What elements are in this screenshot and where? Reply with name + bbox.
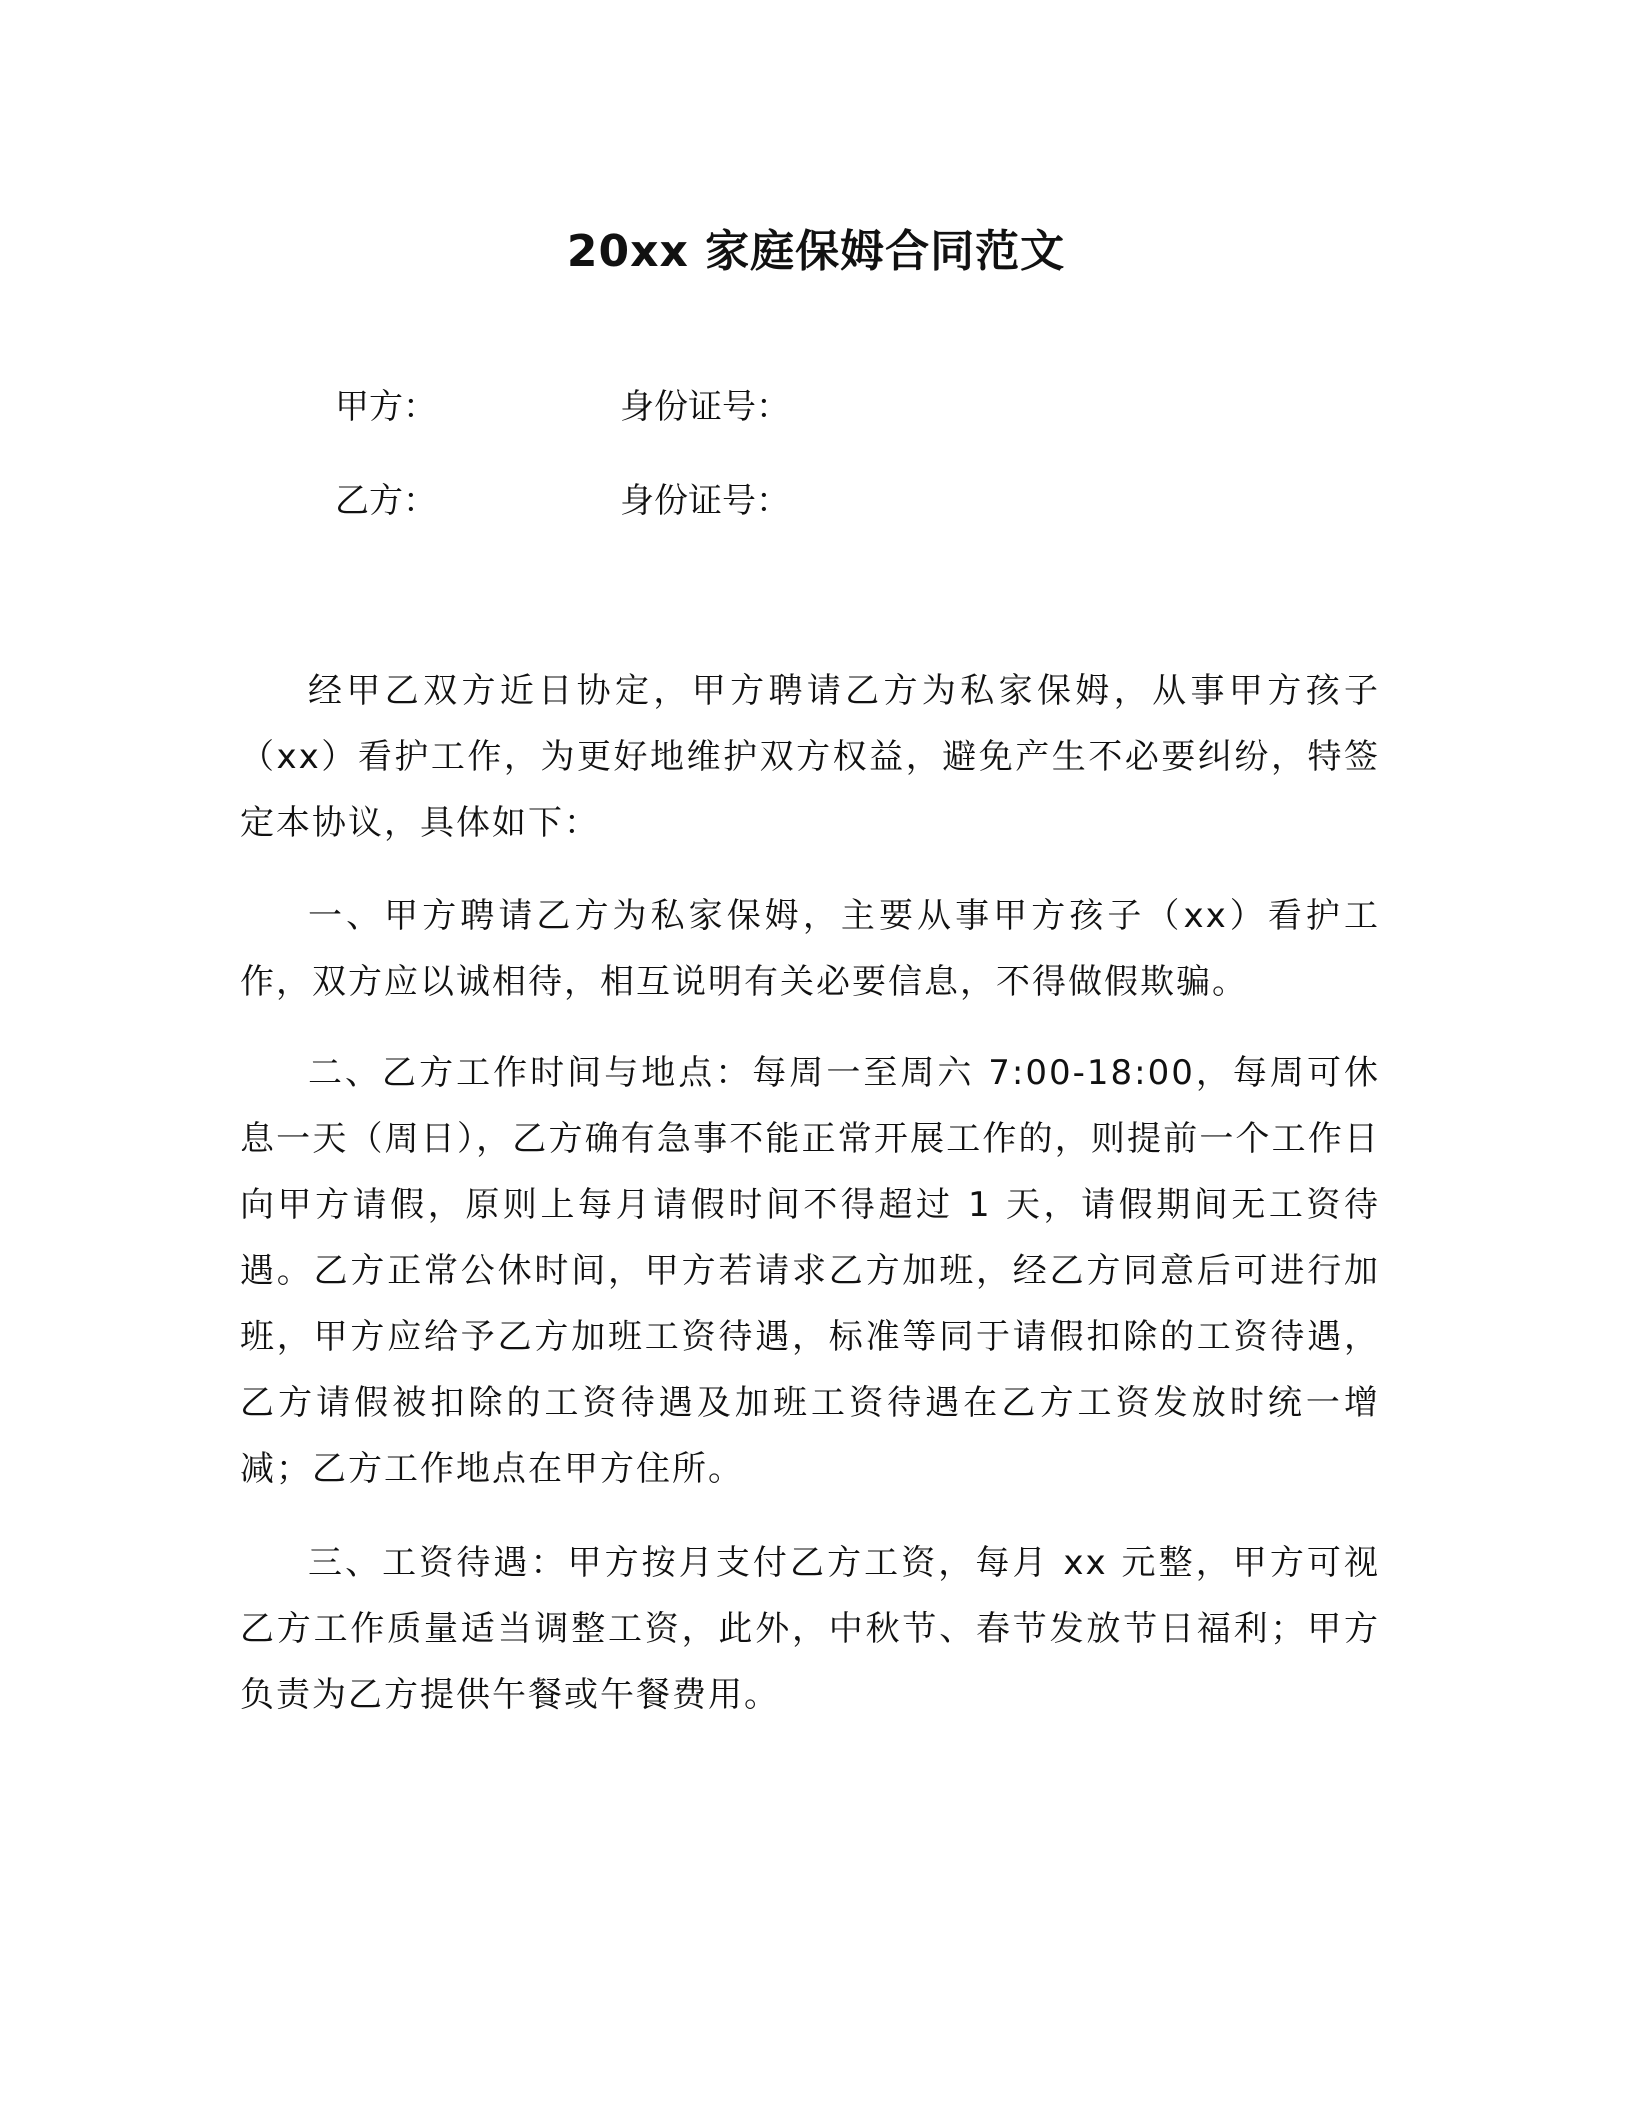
clause-1-paragraph: 一、甲方聘请乙方为私家保姆，主要从事甲方孩子（xx）看护工作，双方应以诚相待，相互说明有关必要信息，不得做假欺骗。 [240, 896, 1380, 1002]
party-a-id-label: 身份证号： [620, 387, 790, 427]
clause-2-paragraph: 二、乙方工作时间与地点：每周一至周六 7:00-18:00，每周可休息一天（周日），乙方确有急事不能正常开展工作的，则提前一个工作日向甲方请假，原则上每月请假时间不得超过 1 天，请假期间无工资待遇。乙方正常公休时间，甲方若请求乙方加班，经乙方同意后可进行加班，甲方应给予乙方加班工资待遇，标准等同于请假扣除的工资待遇，乙方请假被扣除的工资待遇及加班工资待遇在乙方工资发放时统一增减；乙方工作地点在甲方住所。 [240, 1053, 1380, 1489]
document-title: 20xx 家庭保姆合同范文 [566, 226, 1066, 277]
party-b-id-label: 身份证号： [620, 481, 790, 521]
clause-3-paragraph: 三、工资待遇：甲方按月支付乙方工资，每月 xx 元整，甲方可视乙方工作质量适当调整工资，此外，中秋节、春节发放节日福利；甲方负责为乙方提供午餐或午餐费用。 [240, 1543, 1380, 1715]
intro-paragraph: 经甲乙双方近日协定，甲方聘请乙方为私家保姆，从事甲方孩子（xx）看护工作，为更好地维护双方权益，避免产生不必要纠纷，特签定本协议，具体如下： [240, 671, 1380, 843]
party-b-label: 乙方： [335, 481, 437, 521]
party-a-label: 甲方： [335, 387, 437, 427]
